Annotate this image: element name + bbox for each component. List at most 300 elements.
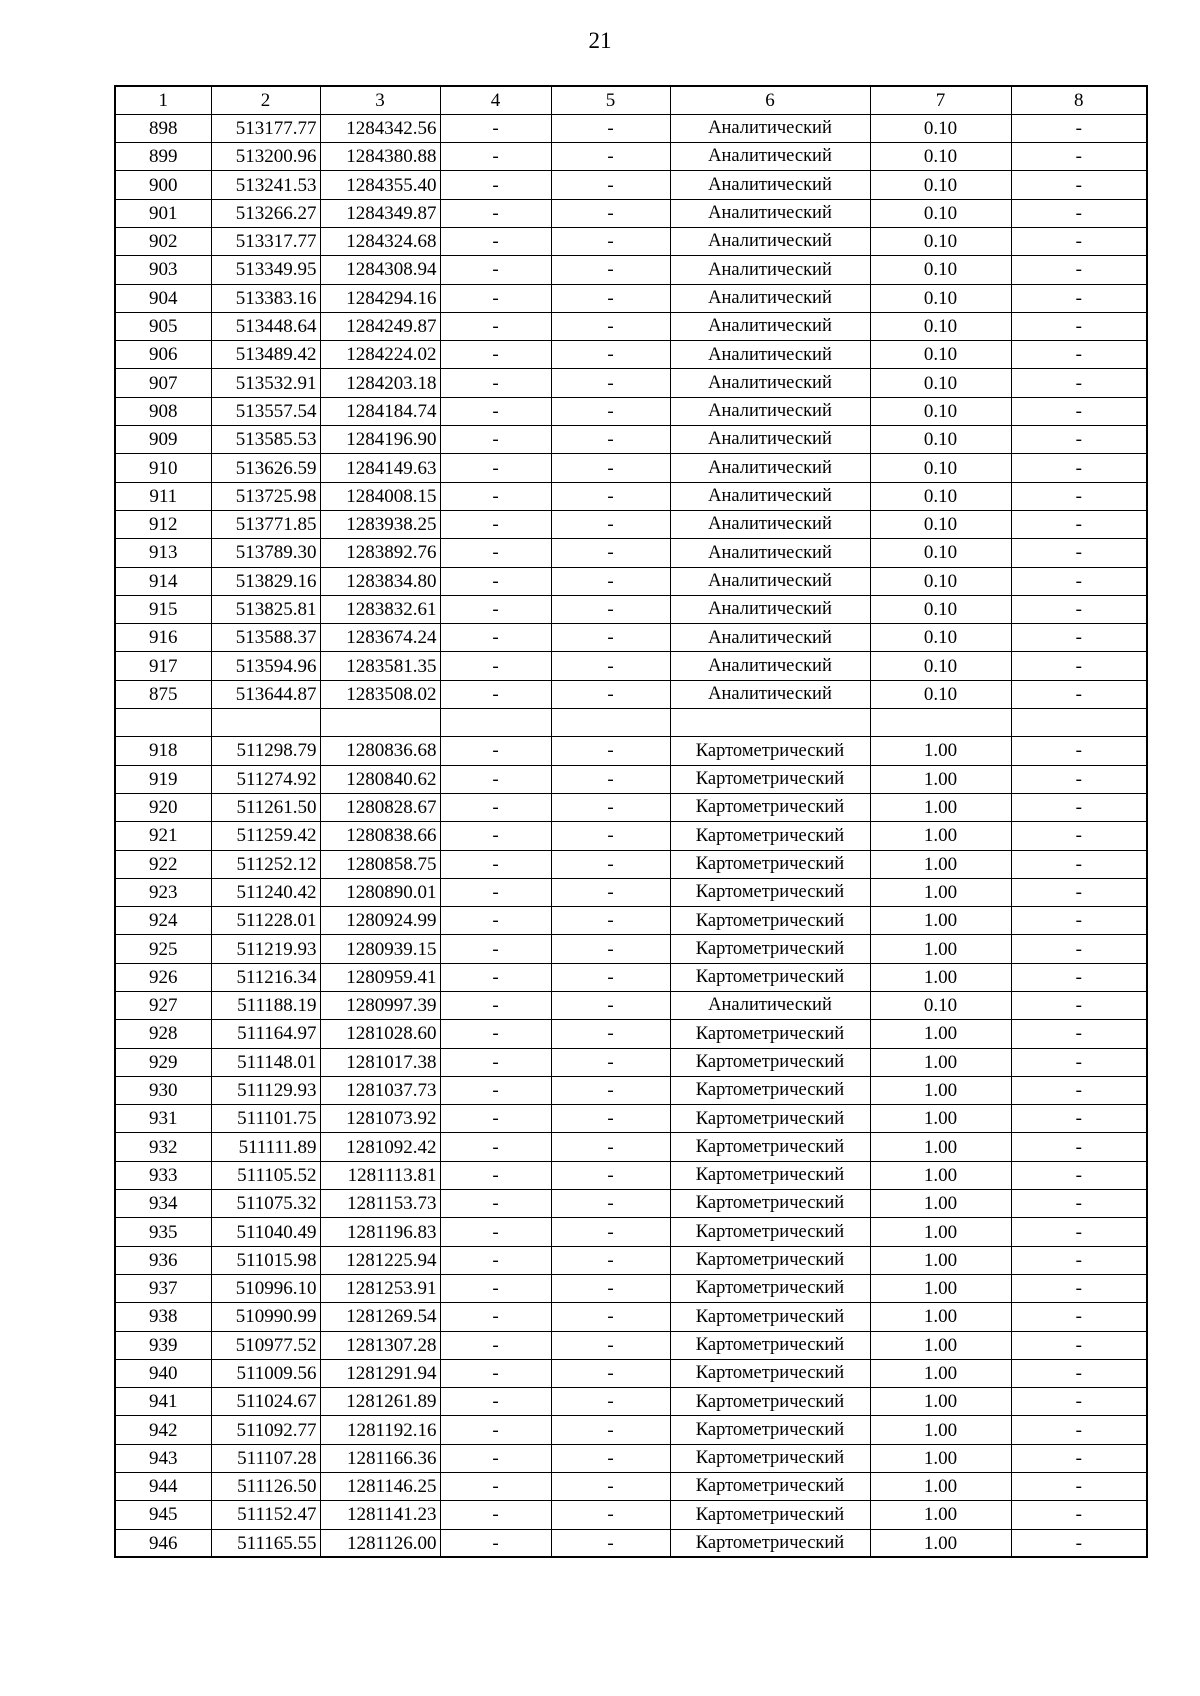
table-cell-col-4: - xyxy=(440,1133,551,1161)
table-row xyxy=(115,1416,1147,1444)
table-cell-col-8: - xyxy=(1011,482,1147,510)
table-row xyxy=(115,1274,1147,1302)
table-cell-col-8: - xyxy=(1011,1388,1147,1416)
table-row xyxy=(115,1048,1147,1076)
table-cell-col-7: 1.00 xyxy=(870,850,1011,878)
table-cell-col-8: - xyxy=(1011,284,1147,312)
table-cell-col-4: - xyxy=(440,907,551,935)
table-cell-col-1: 910 xyxy=(115,454,211,482)
table-cell-col-5: - xyxy=(551,822,670,850)
table-cell-col-7: 1.00 xyxy=(870,737,1011,765)
table-cell-col-2: 511129.93 xyxy=(211,1076,320,1104)
table-cell-col-7: 1.00 xyxy=(870,878,1011,906)
table-cell-col-2: 511126.50 xyxy=(211,1473,320,1501)
table-cell-col-2: 513489.42 xyxy=(211,341,320,369)
table-row xyxy=(115,1076,1147,1104)
table-cell-col-5: - xyxy=(551,1133,670,1161)
table-cell-col-4: - xyxy=(440,595,551,623)
table-cell-col-1: 928 xyxy=(115,1020,211,1048)
table-cell-col-3: 1284149.63 xyxy=(320,454,440,482)
table-cell-col-2: 511075.32 xyxy=(211,1190,320,1218)
table-cell-col-6: Аналитический xyxy=(670,143,870,171)
table-cell-col-1: 946 xyxy=(115,1529,211,1557)
table-cell-col-8: - xyxy=(1011,1303,1147,1331)
table-cell-col-2: 513626.59 xyxy=(211,454,320,482)
table-row xyxy=(115,199,1147,227)
table-cell-col-7: 0.10 xyxy=(870,595,1011,623)
table-cell-col-5: - xyxy=(551,1048,670,1076)
table-row xyxy=(115,341,1147,369)
table-cell-col-1: 926 xyxy=(115,963,211,991)
table-cell-col-2 xyxy=(211,709,320,737)
table-cell-col-2: 513771.85 xyxy=(211,510,320,538)
table-cell-col-3: 1283938.25 xyxy=(320,510,440,538)
table-row xyxy=(115,1246,1147,1274)
table-cell-col-5: - xyxy=(551,1020,670,1048)
table-cell-col-2: 511261.50 xyxy=(211,793,320,821)
table-cell-col-1: 929 xyxy=(115,1048,211,1076)
table-row xyxy=(115,737,1147,765)
table-cell-col-7: 0.10 xyxy=(870,114,1011,142)
table-cell-col-8: - xyxy=(1011,680,1147,708)
table-cell-col-3: 1283581.35 xyxy=(320,652,440,680)
table-cell-col-1: 914 xyxy=(115,567,211,595)
table-cell-col-2: 510990.99 xyxy=(211,1303,320,1331)
table-cell-col-4: - xyxy=(440,963,551,991)
table-cell-col-5: - xyxy=(551,482,670,510)
table-cell-col-1: 922 xyxy=(115,850,211,878)
table-cell-col-8: - xyxy=(1011,397,1147,425)
table-cell-col-5: - xyxy=(551,1388,670,1416)
table-cell-col-2: 511252.12 xyxy=(211,850,320,878)
table-cell-col-6: Аналитический xyxy=(670,256,870,284)
table-row xyxy=(115,369,1147,397)
table-cell-col-3: 1281073.92 xyxy=(320,1105,440,1133)
table-cell-col-8: - xyxy=(1011,1161,1147,1189)
table-cell-col-3: 1280828.67 xyxy=(320,793,440,821)
table-cell-col-5: - xyxy=(551,1246,670,1274)
table-cell-col-5: - xyxy=(551,1331,670,1359)
table-cell-col-6: Аналитический xyxy=(670,624,870,652)
table-cell-col-1: 930 xyxy=(115,1076,211,1104)
table-cell-col-7: 1.00 xyxy=(870,1048,1011,1076)
table-cell-col-7: 0.10 xyxy=(870,199,1011,227)
table-cell-col-3: 1281166.36 xyxy=(320,1444,440,1472)
table-cell-col-3: 1284380.88 xyxy=(320,143,440,171)
table-cell-col-8: - xyxy=(1011,878,1147,906)
table-cell-col-4: - xyxy=(440,765,551,793)
table-cell-col-2: 513448.64 xyxy=(211,312,320,340)
table-cell-col-6: Аналитический xyxy=(670,341,870,369)
table-cell-col-2: 511188.19 xyxy=(211,992,320,1020)
table-cell-col-2: 511107.28 xyxy=(211,1444,320,1472)
table-row xyxy=(115,1161,1147,1189)
table-row xyxy=(115,1388,1147,1416)
table-cell-col-4: - xyxy=(440,312,551,340)
table-cell-col-5: - xyxy=(551,680,670,708)
table-cell-col-7: 1.00 xyxy=(870,1359,1011,1387)
table-cell-col-7: 0.10 xyxy=(870,397,1011,425)
table-cell-col-4: - xyxy=(440,1105,551,1133)
table-row xyxy=(115,256,1147,284)
table-cell-col-2: 513317.77 xyxy=(211,227,320,255)
table-cell-col-7: 0.10 xyxy=(870,341,1011,369)
table-cell-col-1: 901 xyxy=(115,199,211,227)
table-cell-col-1: 933 xyxy=(115,1161,211,1189)
table-cell-col-8: - xyxy=(1011,143,1147,171)
table-cell-col-6: Аналитический xyxy=(670,199,870,227)
table-cell-col-6: Аналитический xyxy=(670,539,870,567)
table-cell-col-7: 0.10 xyxy=(870,567,1011,595)
table-cell-col-5: - xyxy=(551,1529,670,1557)
table-row xyxy=(115,454,1147,482)
table-cell-col-1: 909 xyxy=(115,426,211,454)
table-row xyxy=(115,227,1147,255)
table-cell-col-8 xyxy=(1011,709,1147,737)
table-cell-col-4: - xyxy=(440,850,551,878)
table-cell-col-3: 1281141.23 xyxy=(320,1501,440,1529)
table-cell-col-3: 1284196.90 xyxy=(320,426,440,454)
table-cell-col-2: 513349.95 xyxy=(211,256,320,284)
table-cell-col-2: 513557.54 xyxy=(211,397,320,425)
table-cell-col-1: 932 xyxy=(115,1133,211,1161)
table-cell-col-7: 1.00 xyxy=(870,1190,1011,1218)
table-cell-col-8: - xyxy=(1011,539,1147,567)
table-cell-col-7: 0.10 xyxy=(870,652,1011,680)
table-cell-col-8: - xyxy=(1011,426,1147,454)
table-cell-col-4: - xyxy=(440,567,551,595)
table-cell-col-8: - xyxy=(1011,963,1147,991)
table-cell-col-3: 1283834.80 xyxy=(320,567,440,595)
table-cell-col-1: 908 xyxy=(115,397,211,425)
table-cell-col-1: 921 xyxy=(115,822,211,850)
table-row xyxy=(115,1190,1147,1218)
table-cell-col-5: - xyxy=(551,171,670,199)
table-cell-col-8: - xyxy=(1011,369,1147,397)
table-cell-col-4: - xyxy=(440,1161,551,1189)
table-cell-col-8: - xyxy=(1011,227,1147,255)
table-cell-col-1: 939 xyxy=(115,1331,211,1359)
table-cell-col-3: 1284294.16 xyxy=(320,284,440,312)
table-cell-col-6: Аналитический xyxy=(670,114,870,142)
table-cell-col-8: - xyxy=(1011,1416,1147,1444)
table-cell-col-4: - xyxy=(440,482,551,510)
table-cell-col-6: Картометрический xyxy=(670,737,870,765)
table-cell-col-6: Аналитический xyxy=(670,652,870,680)
table-row xyxy=(115,143,1147,171)
table-cell-col-8: - xyxy=(1011,992,1147,1020)
table-cell-col-6: Аналитический xyxy=(670,680,870,708)
table-cell-col-5: - xyxy=(551,1274,670,1302)
table-cell-col-5: - xyxy=(551,1303,670,1331)
table-cell-col-6: Картометрический xyxy=(670,1105,870,1133)
column-header-3: 3 xyxy=(320,86,440,114)
table-cell-col-4: - xyxy=(440,1190,551,1218)
table-cell-col-3: 1280890.01 xyxy=(320,878,440,906)
table-cell-col-5: - xyxy=(551,1190,670,1218)
table-cell-col-5 xyxy=(551,709,670,737)
table-cell-col-1: 917 xyxy=(115,652,211,680)
table-row xyxy=(115,878,1147,906)
table-cell-col-5: - xyxy=(551,397,670,425)
table-cell-col-7: 0.10 xyxy=(870,227,1011,255)
table-cell-col-4: - xyxy=(440,114,551,142)
table-cell-col-4: - xyxy=(440,171,551,199)
table-cell-col-3: 1281196.83 xyxy=(320,1218,440,1246)
table-cell-col-4: - xyxy=(440,992,551,1020)
table-cell-col-2: 513241.53 xyxy=(211,171,320,199)
table-cell-col-3: 1283508.02 xyxy=(320,680,440,708)
table-cell-col-6: Картометрический xyxy=(670,963,870,991)
table-cell-col-5: - xyxy=(551,793,670,821)
table-cell-col-3: 1284203.18 xyxy=(320,369,440,397)
table-cell-col-4: - xyxy=(440,680,551,708)
table-cell-col-4: - xyxy=(440,935,551,963)
table-cell-col-1: 941 xyxy=(115,1388,211,1416)
table-cell-col-1: 940 xyxy=(115,1359,211,1387)
table-cell-col-7: 1.00 xyxy=(870,1388,1011,1416)
table-cell-col-4: - xyxy=(440,1076,551,1104)
table-cell-col-2: 511228.01 xyxy=(211,907,320,935)
table-cell-col-7: 0.10 xyxy=(870,426,1011,454)
table-cell-col-8: - xyxy=(1011,907,1147,935)
table-cell-col-7: 0.10 xyxy=(870,143,1011,171)
table-cell-col-3: 1280858.75 xyxy=(320,850,440,878)
table-cell-col-4: - xyxy=(440,284,551,312)
column-header-4: 4 xyxy=(440,86,551,114)
table-cell-col-5: - xyxy=(551,624,670,652)
table-cell-col-3: 1284324.68 xyxy=(320,227,440,255)
table-cell-col-5: - xyxy=(551,850,670,878)
table-row xyxy=(115,793,1147,821)
table-cell-col-7: 1.00 xyxy=(870,1274,1011,1302)
table-cell-col-8: - xyxy=(1011,1190,1147,1218)
table-cell-col-4: - xyxy=(440,1048,551,1076)
table-row xyxy=(115,1501,1147,1529)
table-cell-col-4: - xyxy=(440,652,551,680)
table-cell-col-1: 912 xyxy=(115,510,211,538)
table-cell-col-7: 0.10 xyxy=(870,171,1011,199)
table-cell-col-6: Картометрический xyxy=(670,935,870,963)
table-cell-col-1: 905 xyxy=(115,312,211,340)
table-row xyxy=(115,1359,1147,1387)
table-cell-col-3: 1281192.16 xyxy=(320,1416,440,1444)
table-cell-col-8: - xyxy=(1011,935,1147,963)
table-row xyxy=(115,482,1147,510)
table-cell-col-4: - xyxy=(440,199,551,227)
table-cell-col-5: - xyxy=(551,369,670,397)
table-cell-col-1 xyxy=(115,709,211,737)
table-cell-col-3: 1281126.00 xyxy=(320,1529,440,1557)
table-cell-col-4: - xyxy=(440,1444,551,1472)
table-cell-col-4 xyxy=(440,709,551,737)
table-row xyxy=(115,1303,1147,1331)
table-cell-col-2: 511009.56 xyxy=(211,1359,320,1387)
table-row xyxy=(115,907,1147,935)
table-cell-col-4: - xyxy=(440,426,551,454)
table-cell-col-5: - xyxy=(551,935,670,963)
table-cell-col-6: Аналитический xyxy=(670,426,870,454)
table-cell-col-5: - xyxy=(551,341,670,369)
table-cell-col-2: 513532.91 xyxy=(211,369,320,397)
table-cell-col-3: 1283674.24 xyxy=(320,624,440,652)
table-cell-col-7: 0.10 xyxy=(870,256,1011,284)
table-cell-col-1: 944 xyxy=(115,1473,211,1501)
table-row xyxy=(115,1218,1147,1246)
table-cell-col-8: - xyxy=(1011,1473,1147,1501)
table-cell-col-6: Картометрический xyxy=(670,1359,870,1387)
table-cell-col-4: - xyxy=(440,624,551,652)
table-cell-col-4: - xyxy=(440,793,551,821)
table-row xyxy=(115,1473,1147,1501)
table-cell-col-1: 875 xyxy=(115,680,211,708)
table-cell-col-2: 513644.87 xyxy=(211,680,320,708)
table-row xyxy=(115,595,1147,623)
column-header-1: 1 xyxy=(115,86,211,114)
table-cell-col-5: - xyxy=(551,1444,670,1472)
table-cell-col-7: 1.00 xyxy=(870,1416,1011,1444)
table-cell-col-8: - xyxy=(1011,1359,1147,1387)
table-cell-col-6: Картометрический xyxy=(670,878,870,906)
table-cell-col-5: - xyxy=(551,1416,670,1444)
table-row xyxy=(115,171,1147,199)
table-cell-col-5: - xyxy=(551,1105,670,1133)
table-cell-col-7: 1.00 xyxy=(870,935,1011,963)
table-cell-col-6: Картометрический xyxy=(670,1161,870,1189)
table-row xyxy=(115,1133,1147,1161)
table-cell-col-4: - xyxy=(440,1020,551,1048)
table-cell-col-6: Картометрический xyxy=(670,1076,870,1104)
table-cell-col-2: 511015.98 xyxy=(211,1246,320,1274)
table-cell-col-8: - xyxy=(1011,171,1147,199)
column-header-8: 8 xyxy=(1011,86,1147,114)
table-cell-col-5: - xyxy=(551,1161,670,1189)
table-cell-col-2: 513383.16 xyxy=(211,284,320,312)
table-cell-col-7: 0.10 xyxy=(870,624,1011,652)
table-cell-col-6 xyxy=(670,709,870,737)
table-cell-col-3: 1284342.56 xyxy=(320,114,440,142)
table-cell-col-6: Картометрический xyxy=(670,1388,870,1416)
table-row xyxy=(115,709,1147,737)
table-cell-col-7: 1.00 xyxy=(870,793,1011,821)
table-cell-col-8: - xyxy=(1011,850,1147,878)
table-cell-col-8: - xyxy=(1011,567,1147,595)
table-cell-col-2: 513200.96 xyxy=(211,143,320,171)
table-cell-col-3: 1281028.60 xyxy=(320,1020,440,1048)
table-cell-col-4: - xyxy=(440,1388,551,1416)
table-cell-col-3: 1284349.87 xyxy=(320,199,440,227)
table-cell-col-3: 1281307.28 xyxy=(320,1331,440,1359)
table-cell-col-3: 1283892.76 xyxy=(320,539,440,567)
table-cell-col-8: - xyxy=(1011,256,1147,284)
table-cell-col-3: 1280924.99 xyxy=(320,907,440,935)
table-cell-col-4: - xyxy=(440,369,551,397)
table-cell-col-5: - xyxy=(551,256,670,284)
table-cell-col-5: - xyxy=(551,1076,670,1104)
table-cell-col-6: Аналитический xyxy=(670,227,870,255)
table-cell-col-3: 1280939.15 xyxy=(320,935,440,963)
table-cell-col-3: 1281146.25 xyxy=(320,1473,440,1501)
table-cell-col-1: 920 xyxy=(115,793,211,821)
table-cell-col-5: - xyxy=(551,454,670,482)
table-cell-col-4: - xyxy=(440,1473,551,1501)
table-cell-col-5: - xyxy=(551,1501,670,1529)
table-cell-col-1: 898 xyxy=(115,114,211,142)
table-row xyxy=(115,1331,1147,1359)
table-cell-col-2: 510996.10 xyxy=(211,1274,320,1302)
table-cell-col-2: 511274.92 xyxy=(211,765,320,793)
table-cell-col-8: - xyxy=(1011,114,1147,142)
table-cell-col-7: 1.00 xyxy=(870,1105,1011,1133)
table-cell-col-8: - xyxy=(1011,510,1147,538)
table-cell-col-3: 1284008.15 xyxy=(320,482,440,510)
table-cell-col-8: - xyxy=(1011,1444,1147,1472)
table-cell-col-1: 943 xyxy=(115,1444,211,1472)
table-cell-col-4: - xyxy=(440,878,551,906)
table-row xyxy=(115,510,1147,538)
table-cell-col-6: Картометрический xyxy=(670,907,870,935)
table-cell-col-6: Картометрический xyxy=(670,1303,870,1331)
table-row xyxy=(115,680,1147,708)
table-cell-col-1: 925 xyxy=(115,935,211,963)
table-cell-col-6: Аналитический xyxy=(670,510,870,538)
table-cell-col-4: - xyxy=(440,341,551,369)
table-cell-col-8: - xyxy=(1011,1331,1147,1359)
table-cell-col-4: - xyxy=(440,256,551,284)
table-cell-col-2: 511298.79 xyxy=(211,737,320,765)
table-cell-col-7: 1.00 xyxy=(870,1529,1011,1557)
table-cell-col-3: 1284184.74 xyxy=(320,397,440,425)
table-cell-col-8: - xyxy=(1011,1501,1147,1529)
table-cell-col-2: 511216.34 xyxy=(211,963,320,991)
table-cell-col-2: 510977.52 xyxy=(211,1331,320,1359)
table-cell-col-5: - xyxy=(551,1473,670,1501)
table-cell-col-1: 900 xyxy=(115,171,211,199)
table-cell-col-4: - xyxy=(440,454,551,482)
table-row xyxy=(115,1444,1147,1472)
table-cell-col-2: 511152.47 xyxy=(211,1501,320,1529)
table-cell-col-7: 1.00 xyxy=(870,1161,1011,1189)
table-cell-col-1: 924 xyxy=(115,907,211,935)
table-cell-col-1: 934 xyxy=(115,1190,211,1218)
table-cell-col-1: 915 xyxy=(115,595,211,623)
table-row xyxy=(115,652,1147,680)
table-cell-col-8: - xyxy=(1011,624,1147,652)
table-cell-col-7: 1.00 xyxy=(870,1331,1011,1359)
table-cell-col-3: 1281113.81 xyxy=(320,1161,440,1189)
column-header-5: 5 xyxy=(551,86,670,114)
table-cell-col-7: 1.00 xyxy=(870,822,1011,850)
table-cell-col-1: 902 xyxy=(115,227,211,255)
table-cell-col-6: Картометрический xyxy=(670,1218,870,1246)
table-cell-col-8: - xyxy=(1011,793,1147,821)
table-cell-col-5: - xyxy=(551,510,670,538)
table-cell-col-1: 945 xyxy=(115,1501,211,1529)
table-cell-col-5: - xyxy=(551,567,670,595)
table-cell-col-7: 1.00 xyxy=(870,1218,1011,1246)
table-row xyxy=(115,312,1147,340)
table-cell-col-5: - xyxy=(551,143,670,171)
table-cell-col-4: - xyxy=(440,822,551,850)
table-cell-col-3: 1280959.41 xyxy=(320,963,440,991)
table-cell-col-2: 513594.96 xyxy=(211,652,320,680)
table-cell-col-7: 0.10 xyxy=(870,369,1011,397)
table-cell-col-7: 0.10 xyxy=(870,510,1011,538)
table-cell-col-6: Картометрический xyxy=(670,793,870,821)
table-cell-col-3: 1284308.94 xyxy=(320,256,440,284)
table-cell-col-7: 1.00 xyxy=(870,1133,1011,1161)
table-cell-col-2: 511219.93 xyxy=(211,935,320,963)
